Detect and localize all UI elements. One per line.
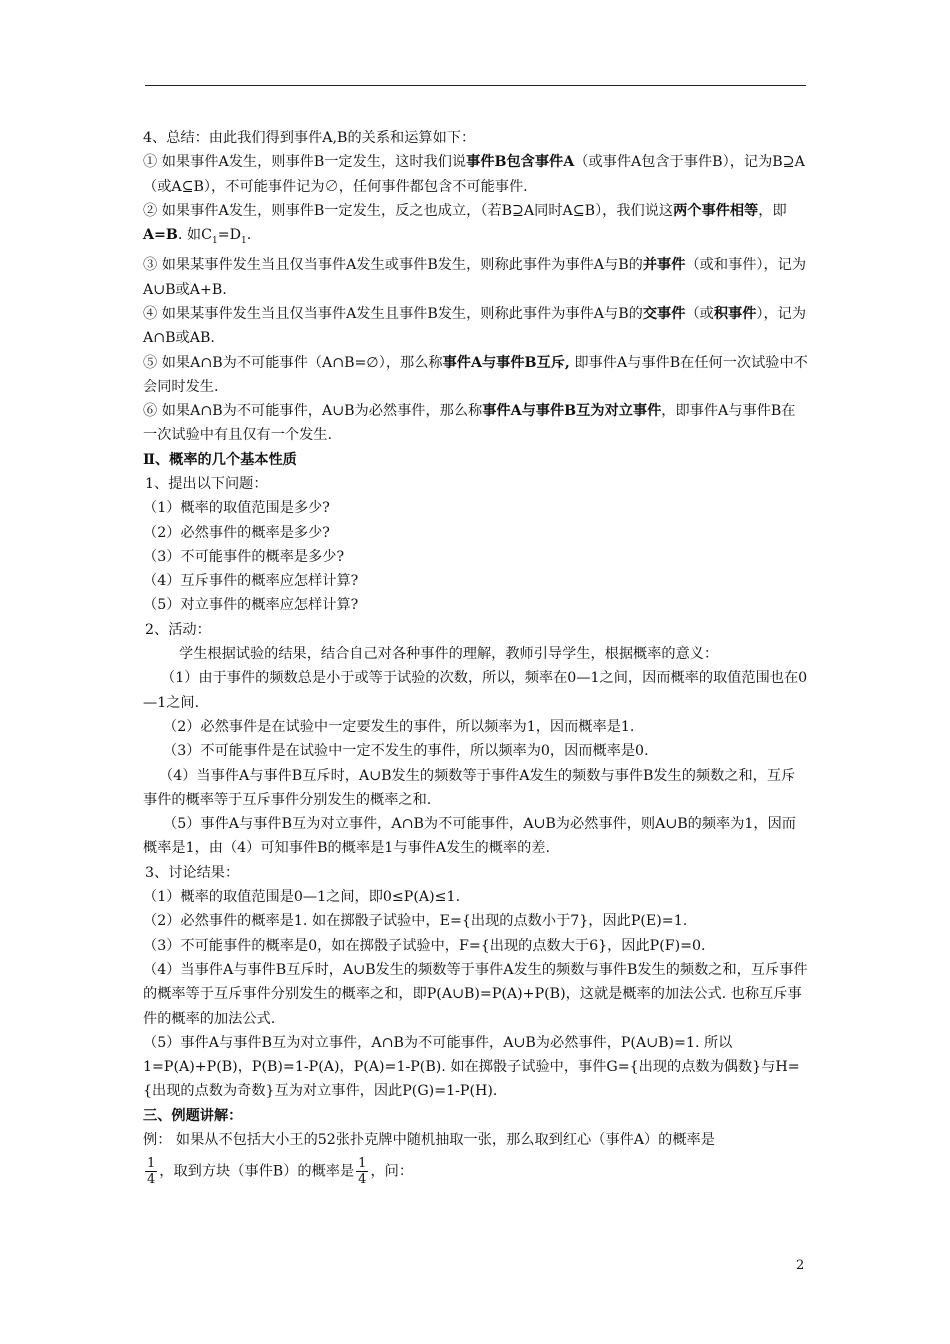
fraction-one-quarter: $\frac{1}{4}$ xyxy=(147,1156,156,1188)
activity-item: （4）当事件A与事件B互斥时，A∪B发生的频数等于事件A发生的频数与事件B发生的频数之和，互斥事件的概率等于互斥事件分别发生的概率之和. xyxy=(143,767,796,808)
question-item: （2）必然事件的概率是多少? xyxy=(143,524,330,541)
example-text: 例： 如果从不包括大小王的52张扑克牌中随机抽取一张，那么取到红心（事件A）的概率是 xyxy=(143,1132,715,1148)
subsection-discussion: 3、讨论结果： xyxy=(145,864,240,881)
activity-item: （2）必然事件是在试验中一定要发生的事件，所以频率为1，因而概率是1. xyxy=(163,718,635,735)
activity-intro: 学生根据试验的结果，结合自己对各种事件的理解，教师引导学生，根据概率的意义： xyxy=(179,646,719,663)
page-number: 2 xyxy=(796,1258,805,1273)
result-item: （4）当事件A与事件B互斥时，A∪B发生的频数等于事件A发生的频数与事件B发生的频数之和，互斥事件的概率等于互斥事件分别发生的概率之和，即P(A∪B)=P(A)+P(B)，这就是概率的加法公式. 也称互斥事件的概率的加法公式. xyxy=(143,961,808,1027)
definition-mutually-exclusive: ⑤ 如果A∩B为不可能事件（A∩B=∅），那么称事件A与事件B互斥, 即事件A与事件B在任何一次试验中不会同时发生. xyxy=(143,354,808,395)
result-item: （2）必然事件的概率是1. 如在掷骰子试验中，E={出现的点数小于7}，因此P(E)=1. xyxy=(143,913,688,930)
fraction-one-quarter: $\frac{1}{4}$ xyxy=(358,1156,367,1188)
document-body xyxy=(143,126,808,1187)
definition-intersection: ④ 如果某事件发生当且仅当事件A发生且事件B发生，则称此事件为事件A与B的交事件（或积事件），记为A∩B或AB. xyxy=(143,305,807,347)
question-item: （5）对立事件的概率应怎样计算? xyxy=(143,597,359,614)
definition-union: ③ 如果某事件发生当且仅当事件A发生或事件B发生，则称此事件为事件A与B的并事件（或和事件），记为A∪B或A+B. xyxy=(143,257,807,298)
definition-inclusion: ① 如果事件A发生，则事件B一定发生，这时我们说事件B包含事件A（或事件A包含于事件B），记为B⊇A（或A⊆B），不可能事件记为∅，任何事件都包含不可能事件. xyxy=(143,154,805,195)
result-item: （3）不可能事件的概率是0，如在掷骰子试验中，F={出现的点数大于6}，因此P(F)=0. xyxy=(143,937,706,954)
question-item: （3）不可能事件的概率是多少? xyxy=(143,548,345,565)
example-text-continued: $\frac{1}{4}$ ，取到方块（事件B）的概率是 $\frac{1}{4}$ ，问： xyxy=(147,1156,414,1188)
activity-item: （3）不可能事件是在试验中一定不发生的事件，所以频率为0，因而概率是0. xyxy=(163,743,649,760)
activity-item: （1）由于事件的频数总是小于或等于试验的次数，所以，频率在0—1之间，因而概率的取值范围也在0—1之间. xyxy=(143,670,808,711)
result-item: （1）概率的取值范围是0—1之间，即0≤P(A)≤1. xyxy=(143,889,461,906)
subsection-activity: 2、活动： xyxy=(145,621,211,638)
question-item: （1）概率的取值范围是多少? xyxy=(143,500,330,517)
section-heading-examples: 三、例题讲解： xyxy=(143,1107,243,1124)
result-item: （5）事件A与事件B互为对立事件，A∩B为不可能事件，A∪B为必然事件，P(A∪B)=1. 所以1=P(A)+P(B)，P(B)=1-P(A)，P(A)=1-P(B). 如在掷骰子试验中，事件G={出现的点数为偶数}与H={出现的点数为奇数}互为对立事件，因此P(G)=1-P(H). xyxy=(143,1034,800,1100)
definition-equal: ② 如果事件A发生，则事件B一定发生，反之也成立，（若B⊇A同时A⊆B），我们说这两个事件相等，即A=B. 如$C_1=D_1$. xyxy=(143,202,787,247)
header-rule xyxy=(145,85,806,86)
activity-item: （5）事件A与事件B互为对立事件，A∩B为不可能事件，A∪B为必然事件，则A∪B的频率为1，因而概率是1，由（4）可知事件B的概率是1与事件A发生的概率的差. xyxy=(143,816,796,857)
subsection-questions: 1、提出以下问题： xyxy=(145,475,268,492)
question-item: （4）互斥事件的概率应怎样计算? xyxy=(143,573,359,590)
definition-complementary: ⑥ 如果A∩B为不可能事件，A∪B为必然事件，那么称事件A与事件B互为对立事件，即事件A与事件B在一次试验中有且仅有一个发生. xyxy=(143,403,796,444)
summary-heading: 4、总结：由此我们得到事件A,B的关系和运算如下： xyxy=(143,130,476,146)
section-heading-probability-properties: Ⅱ、概率的几个基本性质 xyxy=(143,451,297,468)
